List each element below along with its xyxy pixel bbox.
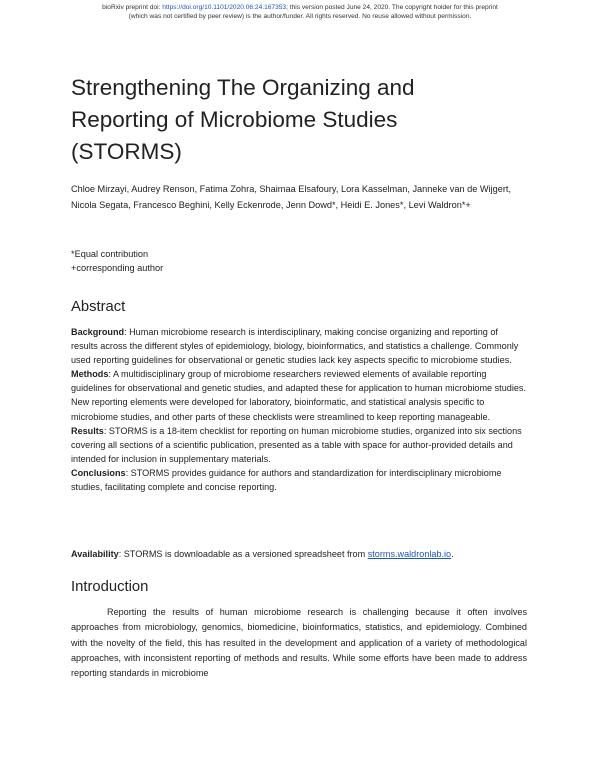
corresponding-author-note: +corresponding author — [71, 263, 164, 273]
author-notes — [71, 247, 527, 275]
availability-label: Availability — [71, 549, 119, 559]
abstract-methods — [71, 367, 527, 423]
header-line-1 — [0, 4, 600, 13]
doi-link[interactable]: https://doi.org/10.1101/2020.06.24.167353 — [162, 4, 287, 11]
abstract-results — [71, 424, 527, 466]
conclusions-text: : STORMS provides guidance for authors and standardization for interdisciplinary microbiome studies, facilitating complete and concise reporting. — [71, 467, 502, 493]
preprint-header — [0, 4, 600, 21]
background-label: Background — [71, 327, 125, 337]
title-line-2: Reporting of Microbiome Studies — [71, 107, 398, 132]
abstract-heading: Abstract — [71, 299, 126, 315]
header-suffix: ; this version posted June 24, 2020. The copyright holder for this preprint — [286, 4, 498, 11]
equal-contribution-note: *Equal contribution — [71, 249, 149, 259]
abstract-background — [71, 325, 527, 367]
availability-end: . — [451, 549, 454, 559]
introduction-paragraph: Reporting the results of human microbiome research is challenging because it often involves approaches from microbiology, genomics, biomedicine, bioinformatics, statistics, and epidemiology. Combined with the novelty of the field, this has resulted in the development and application of a variety of methodological approaches, with inconsistent reporting of methods and results. While some efforts have been made to address reporting standards in microbiome — [71, 607, 527, 679]
results-text: : STORMS is a 18-item checklist for reporting on human microbiome studies, organized into six sections covering all sections of a scientific publication, presented as a table with space for author-provided details and intended for inclusion in supplementary materials. — [71, 425, 522, 464]
title-line-3: (STORMS) — [71, 139, 182, 164]
conclusions-label: Conclusions — [71, 467, 126, 478]
paper-title — [71, 72, 527, 168]
author-list: Chloe Mirzayi, Audrey Renson, Fatima Zohra, Shaimaa Elsafoury, Lora Kasselman, Janneke van de Wijgert, Nicola Segata, Francesco Beghini, Kelly Eckenrode, Jenn Dowd*, Heidi E. Jones*, Levi Waldron*+ — [71, 184, 512, 210]
storms-link[interactable]: storms.waldronlab.io — [367, 549, 452, 559]
header-line-2: (which was not certified by peer review) is the author/funder. All rights reserved. No reuse allowed without permission. — [128, 12, 472, 20]
methods-text: : A multidisciplinary group of microbiome researchers reviewed elements of available reporting guidelines for observational and genetic studies, and adapted these for application to human microbiome studies. New reporting elements were developed for laboratory, bioinformatic, and statistical analysis specific to microbiome studies, and other parts of these checklists were streamlined to keep reporting manageable. — [71, 369, 526, 422]
abstract-body — [71, 325, 527, 494]
background-text: : Human microbiome research is interdisciplinary, making concise organizing and reporting of results across the different styles of epidemiology, biology, bioinformatics, and statistics a challenge. Commonly used reporting guidelines for observational or genetic studies lack key aspects specific to microbiome studies. — [71, 327, 519, 366]
header-prefix: bioRxiv preprint doi: — [102, 4, 163, 11]
availability-text: : STORMS is downloadable as a versioned spreadsheet from — [118, 549, 368, 559]
availability-statement — [71, 547, 527, 561]
methods-label: Methods — [71, 369, 109, 380]
abstract-conclusions — [71, 466, 527, 494]
title-line-1: Strengthening The Organizing and — [71, 75, 415, 100]
introduction-heading: Introduction — [71, 579, 149, 595]
results-label: Results — [71, 425, 104, 436]
